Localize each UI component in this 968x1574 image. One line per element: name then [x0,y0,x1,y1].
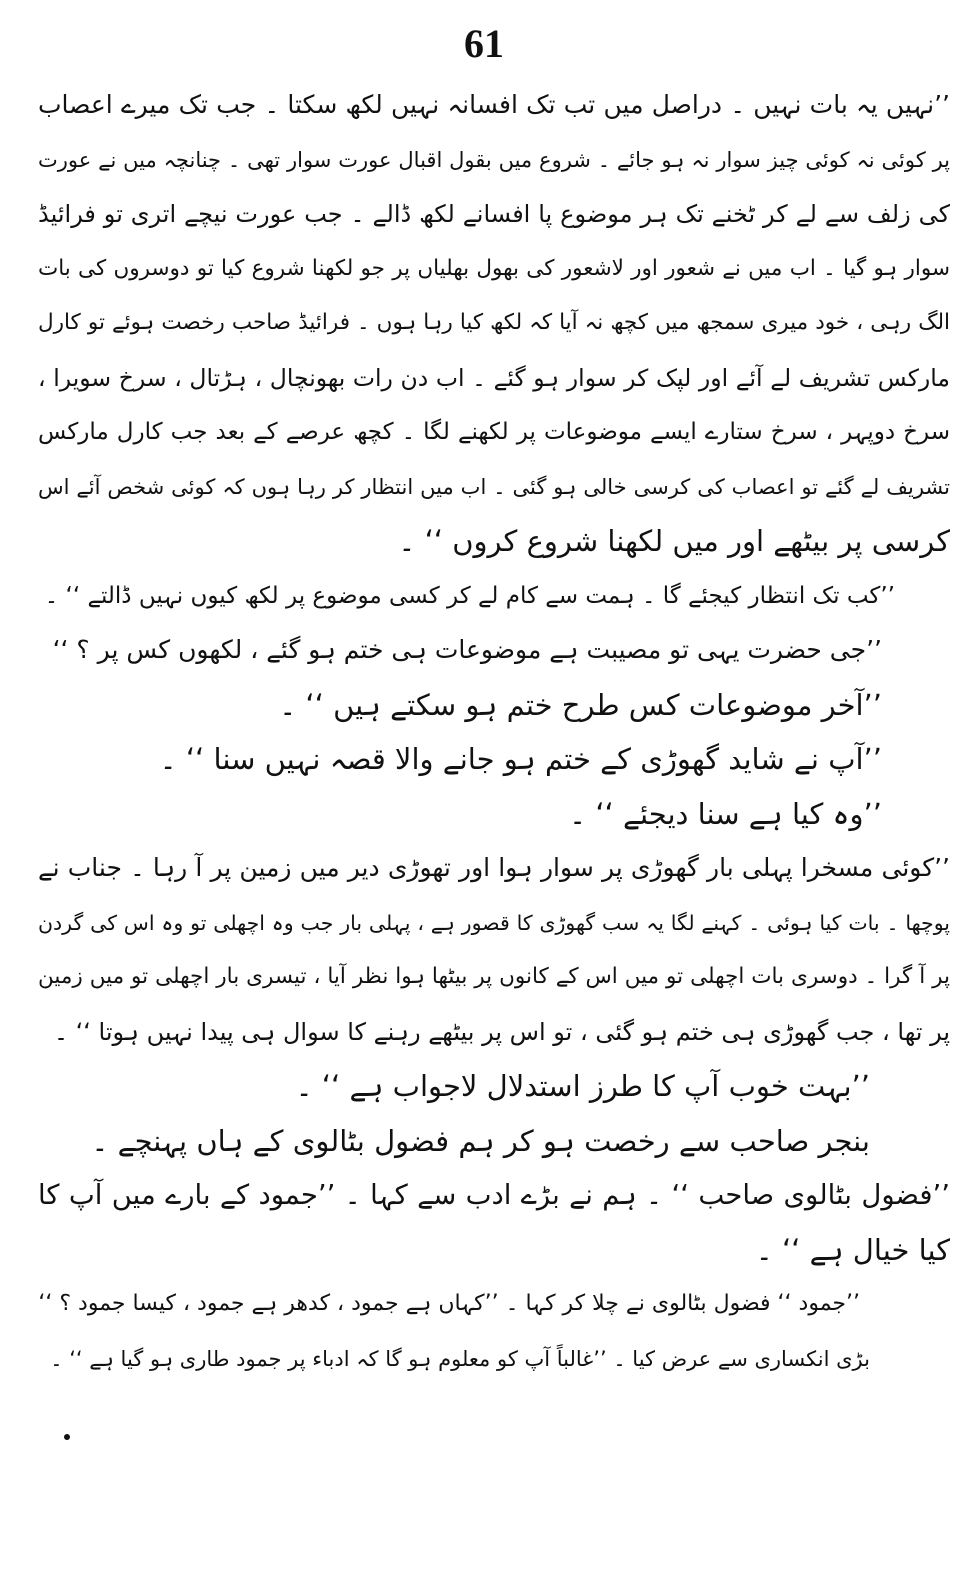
page-number: 61 [464,21,504,66]
text-line: سرخ دوپہر ، سرخ ستارے ایسے موضوعات پر لکھنے لگا ۔ کچھ عرصے کے بعد جب کارل مارکس [38,419,950,445]
text-line: بنجر صاحب سے رخصت ہو کر ہم فضول بٹالوی کے ہاں پہنچے ۔ [91,1123,870,1158]
text-line: پوچھا ۔ بات کیا ہوئی ۔ کہنے لگا یہ سب گھوڑی کا قصور ہے ، پہلی بار جب وہ اچھلی تو وہ اس کی گردن [38,910,950,935]
text-line: پر کوئی نہ کوئی چیز سوار نہ ہو جائے ۔ شروع میں بقول اقبال عورت سوار تھی ۔ چنانچہ میں نے عورت [38,147,950,172]
text-line: ’’کوئی مسخرا پہلی بار گھوڑی پر سوار ہوا اور تھوڑی دیر میں زمین پر آ رہا ۔ جناب نے [38,853,950,882]
text-line: ’’نہیں یہ بات نہیں ۔ دراصل میں تب تک افسانہ نہیں لکھ سکتا ۔ جب تک میرے اعصاب [38,90,950,119]
text-line: مارکس تشریف لے آئے اور لپک کر سوار ہو گئے ۔ اب دن رات بھونچال ، ہڑتال ، سرخ سویرا ، [38,363,950,392]
text-line: ’’کب تک انتظار کیجئے گا ۔ ہمت سے کام لے کر کسی موضوع پر لکھ کیوں نہیں ڈالتے ‘‘ ۔ [44,582,895,609]
text-line: کی زلف سے لے کر ٹخنے تک ہر موضوع پا افسانے لکھ ڈالے ۔ جب عورت نیچے اتری تو فرائیڈ [38,200,950,228]
text-line: پر آ گرا ۔ دوسری بات اچھلی تو میں اس کے کانوں پر بیٹھا ہوا نظر آیا ، تیسری بار اچھلی تو میں زمین [38,964,950,989]
text-line: ’’جمود ‘‘ فضول بٹالوی نے چلا کر کہا ۔ ’’کہاں ہے جمود ، کدھر ہے جمود ، کیسا جمود ؟ ‘‘ [38,1291,860,1316]
text-line: کرسی پر بیٹھے اور میں لکھنا شروع کروں ‘‘ ۔ [398,524,950,558]
text-line: ’’آپ نے شاید گھوڑی کے ختم ہو جانے والا قصہ نہیں سنا ‘‘ ۔ [159,742,882,776]
text-line: پر تھا ، جب گھوڑی ہی ختم ہو گئی ، تو اس پر بیٹھے رہنے کا سوال ہی پیدا نہیں ہوتا ‘‘ ۔ [53,1017,950,1046]
text-line: ’’جی حضرت یہی تو مصیبت ہے موضوعات ہی ختم ہو گئے ، لکھوں کس پر ؟ ‘‘ [52,635,882,664]
text-line: بڑی انکساری سے عرض کیا ۔ ’’غالباً آپ کو معلوم ہو گا کہ ادباء پر جمود طاری ہو گیا ہے ‘‘ ۔ [50,1346,870,1371]
text-line: ’’بہت خوب آپ کا طرز استدلال لاجواب ہے ‘‘ ۔ [295,1069,870,1103]
text-line: تشریف لے گئے تو اعصاب کی کرسی خالی ہو گئی ۔ اب میں انتظار کر رہا ہوں کہ کوئی شخص آئے اس [38,474,950,499]
text-line: ’’آخر موضوعات کس طرح ختم ہو سکتے ہیں ‘‘ ۔ [279,687,882,722]
text-line: کیا خیال ہے ‘‘ ۔ [755,1232,950,1267]
text-line: الگ رہی ، خود میری سمجھ میں کچھ نہ آیا کہ لکھ کیا رہا ہوں ۔ فرائیڈ صاحب رخصت ہوئے تو کارل [38,310,950,335]
urdu-text-body [38,78,950,1386]
margin-dot [64,1434,70,1440]
text-line: ’’فضول بٹالوی صاحب ‘‘ ۔ ہم نے بڑے ادب سے کہا ۔ ’’جمود کے بارے میں آپ کا [38,1179,950,1211]
text-line: سوار ہو گیا ۔ اب میں نے شعور اور لاشعور کی بھول بھلیاں پر جو لکھنا شروع کیا تو دوسروں کی بات [38,255,950,281]
text-line: ’’وہ کیا ہے سنا دیجئے ‘‘ ۔ [569,796,882,831]
